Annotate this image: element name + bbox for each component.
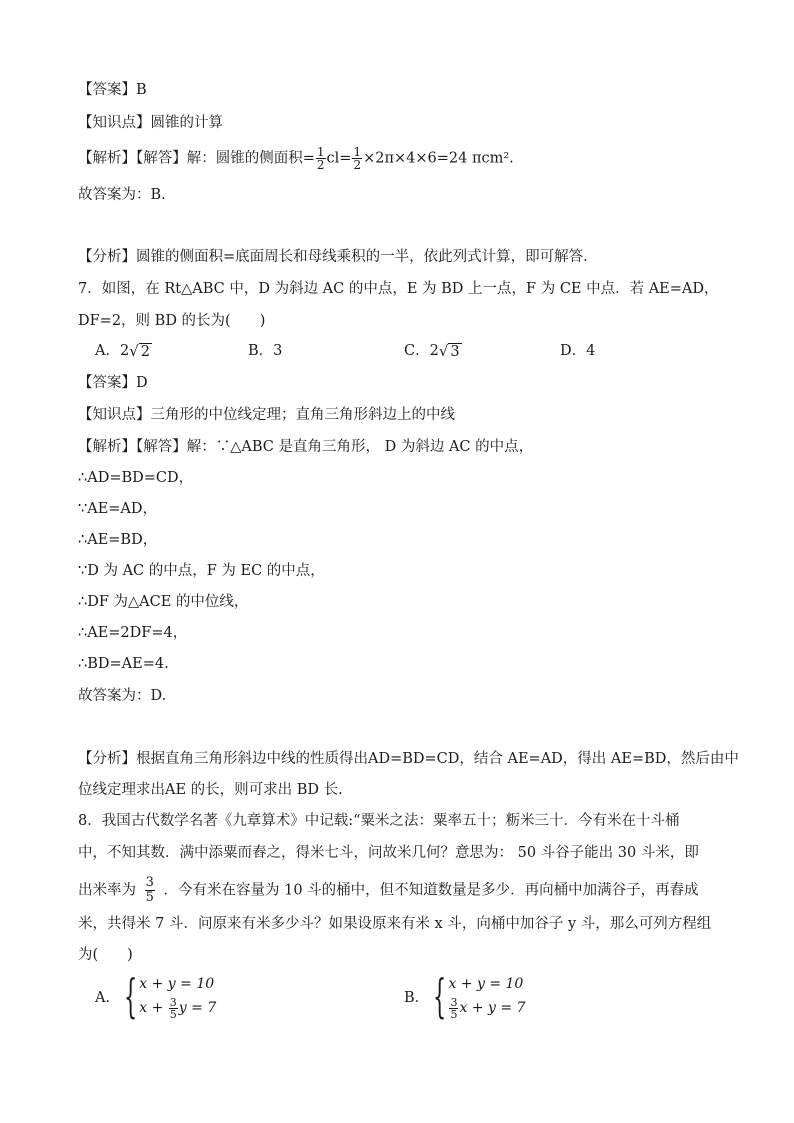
q8-stem: 米，共得米 7 斗．问原来有米多少斗？如果设原来有米 x 斗，向桶中加谷子 y 斗，那么可列方程组 [78,916,712,932]
q8-stem: 8．我国古代数学名著《九章算术》中记载:“粟米之法：粟率五十；粝米三十．今有米在十斗桶 [78,813,680,829]
q7-fenxi: 位线定理求出AE 的长，则可求出 BD 长. [78,782,343,798]
q8-stem: 为( ) [78,947,133,963]
conclusion-line: 故答案为：B. [78,187,166,203]
analysis-text: 【解析】【解答】解：圆锥的侧面积= [78,150,315,167]
q7-step: 故答案为：D. [78,688,167,704]
sqrt-symbol: √ 2 [129,342,151,360]
q7-option-d: D．4 [560,343,596,359]
q7-answer: 【答案】D [78,375,148,391]
fraction: $\frac{3}{5}$ [145,875,154,905]
q7-option-a: A．2 √ 2 [95,342,151,360]
left-brace-icon: { [433,969,447,1023]
q7-step: ∴DF 为△ACE 的中位线， [78,594,249,610]
analysis-text: cl= [326,150,352,167]
q7-step: ∴AD=BD=CD， [78,470,194,486]
q7-step: ∴AE=BD， [78,532,158,548]
q7-option-b: B．3 [248,343,283,359]
q8-option-b: B． { x + y = 10 $\frac{3}{5}$ x + y = 7 [404,969,526,1023]
sqrt-symbol: √ 3 [438,342,460,360]
q8-stem: 中，不知其数．满中添粟而舂之，得米七斗，问故米几何？意思为： 50 斗谷子能出 30 斗米，即 [78,845,699,861]
q7-stem: DF=2，则 BD 的长为( ) [78,313,266,329]
q7-step: ∵D 为 AC 的中点，F 为 EC 的中点， [78,563,325,579]
analysis-text: ×2π×4×6=24 πcm². [363,150,514,167]
fenxi-line: 【分析】圆锥的侧面积=底面周长和母线乘积的一半，依此列式计算，即可解答. [78,249,588,265]
q7-stem: 7．如图，在 Rt△ABC 中，D 为斜边 AC 的中点，E 为 BD 上一点，F 为 CE 中点．若 AE=AD， [78,281,719,297]
q8-option-a: A． { x + y = 10 x + $\frac{3}{5}$ y = 7 [95,969,217,1023]
left-brace-icon: { [124,969,138,1023]
answer-line: 【答案】B [78,82,147,98]
q7-option-c: C．2 √ 3 [404,342,460,360]
q7-step: ∴AE=2DF=4， [78,625,188,641]
analysis-line [78,146,514,171]
q7-fenxi: 【分析】根据直角三角形斜边中线的性质得出AD=BD=CD，结合 AE=AD，得出 AE=BD，然后由中 [78,751,739,767]
q8-stem: 出米率为 $\frac{3}{5}$ ．今有米在容量为 10 斗的桶中，但不知道数量是多少．再向桶中加满谷子，再舂成 [78,875,699,905]
fraction: $\frac{1}{2}$ [316,145,325,172]
q7-step: ∴BD=AE=4. [78,656,169,672]
fraction: $\frac{1}{2}$ [353,145,362,172]
q7-knowledge: 【知识点】三角形的中位线定理；直角三角形斜边上的中线 [78,407,455,423]
knowledge-line: 【知识点】圆锥的计算 [78,115,223,131]
q7-step: ∵AE=AD， [78,501,158,517]
q7-step: 【解析】【解答】解：∵△ABC 是直角三角形， D 为斜边 AC 的中点， [78,439,534,455]
